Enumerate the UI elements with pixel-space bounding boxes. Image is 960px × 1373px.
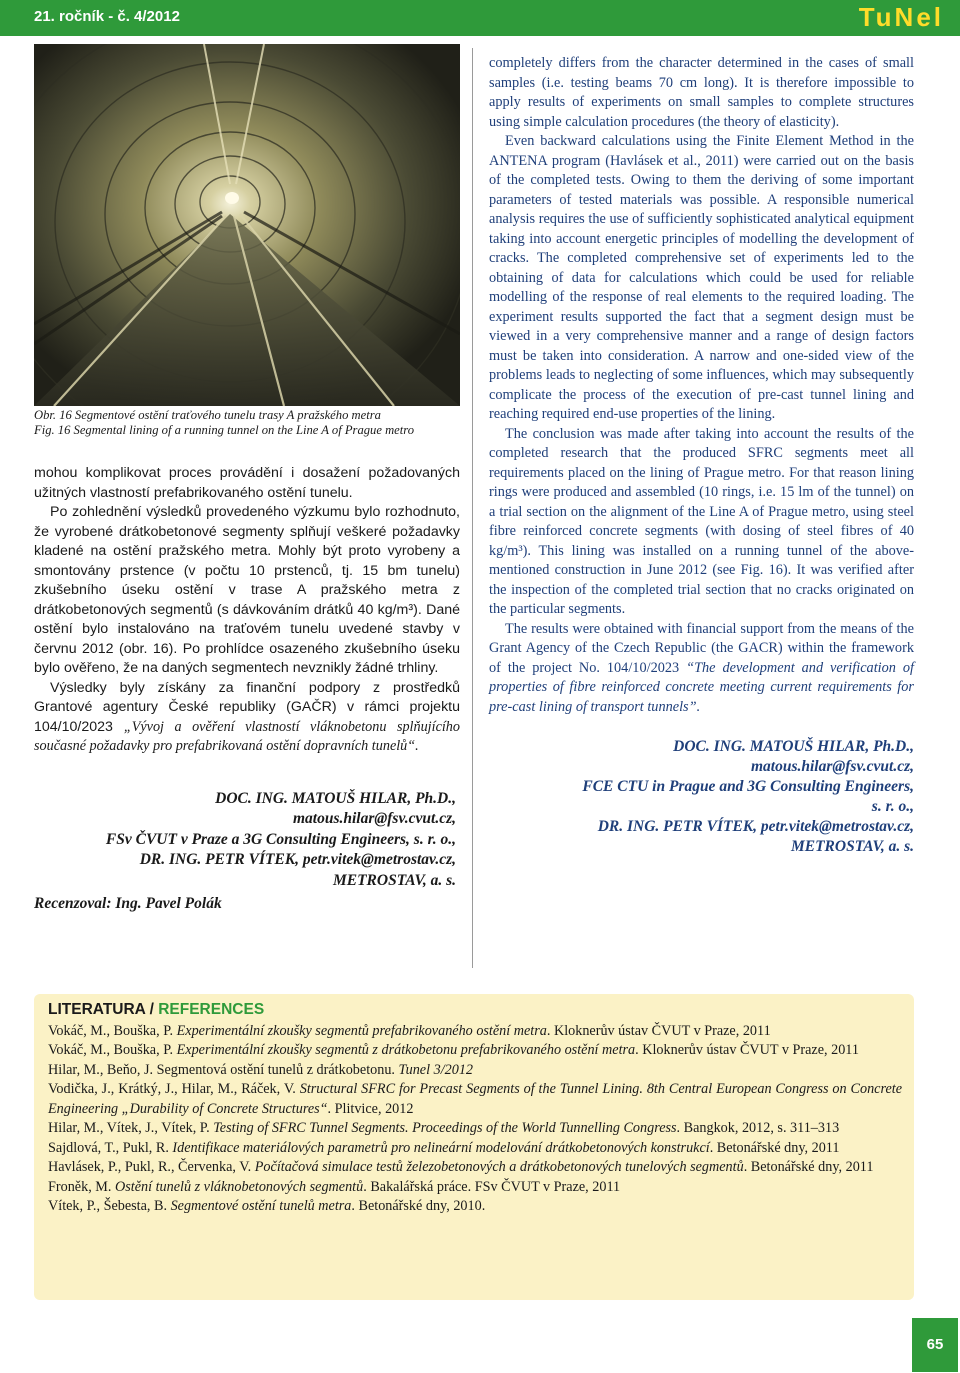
reference-authors: Vítek, P., Šebesta, B. [48, 1198, 171, 1214]
en-author-1: DOC. ING. MATOUŠ HILAR, Ph.D., [673, 738, 914, 755]
caption-cs: Obr. 16 Segmentové ostění traťového tunelu trasy A pražského metra [34, 408, 381, 422]
en-paragraph-4 [489, 620, 914, 718]
en-project-title: “The development and verification of properties of fibre reinforced concrete meeting current requirements for pre-cast lining of transport tunnels”. [489, 659, 915, 715]
cs-author-2-affiliation: METROSTAV, a. s. [332, 871, 456, 889]
reviewer: Recenzoval: Ing. Pavel Polák [34, 895, 222, 912]
en-paragraph-3: The conclusion was made after taking into account the results of the completed research that the produced SFRC segments meet all requirements placed on the lining of Prague metro. For that reason lining rings were produced and assembled (10 rings, i.e. 15 lm of the tunnel) on a trial section on the alignment of the Line A of Prague metro, using steel fibre reinforced concrete segments (with dosing of steel fibres of 40 kg/m³). This lining was installed on a running tunnel of the above-mentioned construction in June 2012 (see Fig. 16). It was verified after the inspection of the completed trial section that no cracks originated on the particular segments. [489, 425, 914, 617]
cs-author-1: DOC. ING. MATOUŠ HILAR, Ph.D., [215, 789, 456, 807]
header-bar [0, 0, 960, 36]
en-author-1-affiliation: FCE CTU in Prague and 3G Consulting Engineers, [582, 778, 914, 795]
reference-source: . Bakalářská práce. FSv ČVUT v Praze, 2011 [363, 1178, 621, 1195]
reference-source: . Betonářské dny, 2011 [709, 1139, 840, 1156]
reference-source: . Plitvice, 2012 [327, 1100, 414, 1117]
reference-authors: Vokáč, M., Bouška, P. [48, 1022, 177, 1039]
en-paragraph-4-text: The results were obtained with financial support from the means of the Grant Agency of the Czech Republic (the GACR) within the framework of the project No. 104/10/2023 [489, 620, 914, 676]
cs-paragraph-1: mohou komplikovat proces provádění i dosažení požadovaných užitných vlastností prefabrikovaného ostění tunelu. [34, 465, 460, 501]
reference-title: Testing of SFRC Tunnel Segments. Proceedings of the World Tunnelling Congress [213, 1120, 677, 1136]
cs-paragraph-3 [34, 679, 460, 757]
column-divider [472, 48, 473, 968]
reference-source: . Bangkok, 2012, s. 311–313 [676, 1120, 840, 1136]
reference-authors: Hilar, M., Vítek, J., Vítek, P. [48, 1120, 214, 1136]
cs-paragraph-3-text: Výsledky byly získány za finanční podpory z prostředků Grantové agentury České republiky (GAČR) v rámci projektu 104/10/2023 [34, 679, 460, 735]
reference-item [48, 1080, 902, 1119]
references-title-en: REFERENCES [158, 1001, 265, 1018]
en-author-2: DR. ING. PETR VÍTEK, petr.vitek@metrostav.cz, [597, 818, 914, 835]
cs-author-1-email[interactable]: matous.hilar@fsv.cvut.cz, [292, 810, 456, 827]
reference-title: Experimentální zkoušky segmentů z drátkobetonu prefabrikovaného ostění metra [176, 1042, 636, 1058]
reference-item [48, 1178, 902, 1198]
reference-authors: Havlásek, P., Pukl, R., Červenka, V. [48, 1159, 255, 1175]
reference-item [48, 1041, 902, 1061]
references-box [34, 994, 914, 1300]
reference-title: Structural SFRC for Precast Segments of the Tunnel Lining. 8th Central European Congress on Concrete Engineering „Durability of Concrete Structures“ [48, 1081, 902, 1117]
reference-source: . Betonářské dny, 2010. [351, 1198, 486, 1214]
en-author-1-email[interactable]: matous.hilar@fsv.cvut.cz, [750, 758, 914, 775]
caption-en: Fig. 16 Segmental lining of a running tunnel on the Line A of Prague metro [34, 423, 415, 437]
magazine-logo: TuNel [858, 2, 944, 32]
reference-item [48, 1119, 902, 1139]
left-column [34, 44, 460, 913]
cs-paragraph-2: Po zohlednění výsledků provedeného výzkumu bylo rozhodnuto, že vyrobené drátkobetonové segmenty splňují veškeré požadavky kladené na ostění pražského metra. Mohly být proto vyrobeny a smontovány prstence (v počtu 10 prstenců, tj. 15 bm tunelu) zkušebního úseku ostění v trase A pražského metra z drátkobetonových segmentů (s dávkováním drátků 40 kg/m³). Dané ostění bylo instalováno na traťovém tunelu uvedené stavby v červnu 2012 (obr. 16). Po prohlídce osazeného zkušebního úseku bylo ověřeno, že na daných segmentech nevznikly žádné trhliny. [34, 504, 460, 676]
reference-authors: Vokáč, M., Bouška, P. [48, 1042, 177, 1058]
cs-project-title: „Vývoj a ověření vlastností vláknobetonu splňujícího současné požadavky pro prefabrikovaná ostění dopravních tunelů“. [34, 718, 460, 754]
reference-title: Segmentové ostění tunelů metra [170, 1198, 352, 1214]
en-paragraph-2: Even backward calculations using the Finite Element Method in the ANTENA program (Havlásek et al., 2011) were carried out on the basis of the completed tests. Owing to them the deriving of some important parameters of tested materials was possible. A responsible numerical analysis requires the use of sufficiently sophisticated analytical equipment taking into account energetic principles of modelling the development of cracks. The completed comprehensive set of experiments led to the obtaining of data for calculations which could be used for reliable modelling of the response of real elements to the required loading. The experiment results supported the fact that a segment design must be viewed in a very comprehensive manner and a range of design factors must be taken into consideration. A narrow and one-sided view of the problems leads to neglecting of some influences, which may subsequently complicate the process of the execution of pre-cast tunnel lining and reaching required end-use properties of the lining. [489, 133, 914, 422]
reference-source: . Betonářské dny, 2011 [743, 1159, 874, 1175]
issue-label: 21. ročník - č. 4/2012 [34, 8, 180, 25]
cs-author-2: DR. ING. PETR VÍTEK, petr.vitek@metrostav.cz, [139, 851, 456, 868]
reference-list [48, 1022, 902, 1217]
figure-caption [34, 408, 460, 438]
reference-source: . Kloknerův ústav ČVUT v Praze, 2011 [546, 1022, 771, 1039]
reference-item [48, 1197, 902, 1217]
right-column [489, 54, 914, 857]
english-authors [489, 737, 914, 857]
reference-item [48, 1139, 902, 1159]
reference-title: Identifikace materiálových parametrů pro nelineární modelování drátkobetonových konstrukcí [172, 1139, 710, 1156]
reference-title: Tunel 3/2012 [398, 1061, 474, 1078]
reference-item [48, 1061, 902, 1081]
reference-title: Počítačová simulace testů železobetonových a drátkobetonových tunelových segmentů [254, 1159, 744, 1175]
reference-title: Ostění tunelů z vláknobetonových segmentů [115, 1178, 364, 1195]
en-author-1-affiliation-2: s. r. o., [871, 798, 914, 815]
cs-author-1-affiliation: FSv ČVUT v Praze a 3G Consulting Engineers, s. r. o., [105, 830, 456, 848]
reference-title: Experimentální zkoušky segmentů prefabrikovaného ostění metra [176, 1022, 547, 1039]
en-author-2-affiliation: METROSTAV, a. s. [790, 838, 914, 855]
reference-authors: Sajdlová, T., Pukl, R. [48, 1139, 173, 1156]
reference-authors: Hilar, M., Beňo, J. Segmentová ostění tunelů z drátkobetonu. [48, 1061, 399, 1078]
reference-item [48, 1158, 902, 1178]
reference-item [48, 1022, 902, 1042]
tunnel-photo [34, 44, 460, 406]
en-paragraph-1: completely differs from the character determined in the cases of small samples (i.e. testing beams 70 cm long). It is therefore impossible to apply results of experiments on small samples to complete structures using simple calculation procedures (the theory of elasticity). [489, 55, 914, 130]
czech-authors [34, 789, 460, 892]
czech-body [34, 464, 460, 757]
references-title [48, 1000, 902, 1020]
page-number: 65 [912, 1318, 958, 1372]
reference-authors: Froněk, M. [48, 1178, 115, 1195]
references-title-cs: LITERATURA / [48, 1001, 154, 1018]
reference-authors: Vodička, J., Krátký, J., Hilar, M., Ráček, V. [48, 1081, 300, 1097]
reference-source: . Kloknerův ústav ČVUT v Praze, 2011 [635, 1042, 859, 1058]
